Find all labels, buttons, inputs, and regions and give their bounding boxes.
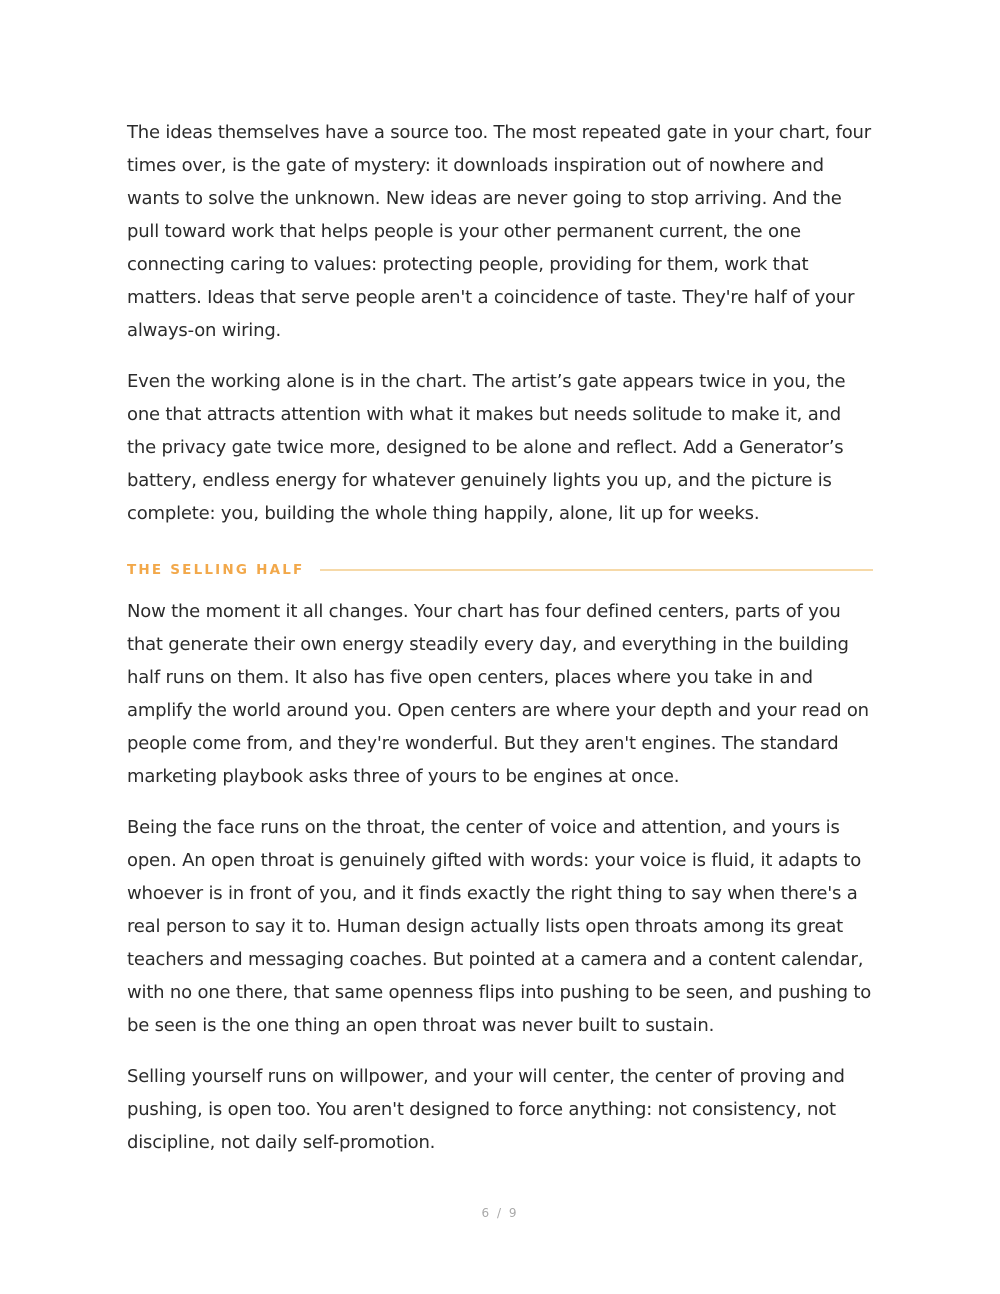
body-paragraph: The ideas themselves have a source too. The most repeated gate in your chart, four times over, is the gate of mystery: it downloads inspiration out of nowhere and wants to solve the unknown. New ideas are never going to stop arriving. And the pull toward work that helps people is your other permanent current, the one connecting caring to values: protecting people, providing for them, work that matters. Ideas that serve people aren't a coincidence of taste. They're half of your always-on wiring. bbox=[127, 122, 871, 341]
body-paragraph: Being the face runs on the throat, the center of voice and attention, and yours is open. An open throat is genuinely gifted with words: your voice is fluid, it adapts to whoever is in front of you, and it finds exactly the right thing to say when there's a real person to say it to. Human design actually lists open throats among its great teachers and messaging coaches. But pointed at a camera and a content calendar, with no one there, that same openness flips into pushing to be seen, and pushing to be seen is the one thing an open throat was never built to sustain. bbox=[127, 817, 872, 1036]
section-header bbox=[127, 562, 873, 578]
body-paragraph: Selling yourself runs on willpower, and your will center, the center of proving and pushing, is open too. You aren't designed to force anything: not consistency, not discipline, not daily self-promotion. bbox=[127, 1066, 845, 1153]
section-divider bbox=[320, 569, 873, 571]
section-title: THE SELLING HALF bbox=[127, 562, 305, 578]
body-paragraph: Even the working alone is in the chart. The artist’s gate appears twice in you, the one that attracts attention with what it makes but needs solitude to make it, and the privacy gate twice more, designed to be alone and reflect. Add a Generator’s battery, endless energy for whatever genuinely lights you up, and the picture is complete: you, building the whole thing happily, alone, lit up for weeks. bbox=[127, 371, 846, 524]
body-paragraph: Now the moment it all changes. Your chart has four defined centers, parts of you that generate their own energy steadily every day, and everything in the building half runs on them. It also has five open centers, places where you take in and amplify the world around you. Open centers are where your depth and your read on people come from, and they're wonderful. But they aren't engines. The standard marketing playbook asks three of yours to be engines at once. bbox=[127, 601, 869, 787]
page-body bbox=[127, 116, 873, 1177]
page-number: 6 / 9 bbox=[481, 1206, 519, 1220]
